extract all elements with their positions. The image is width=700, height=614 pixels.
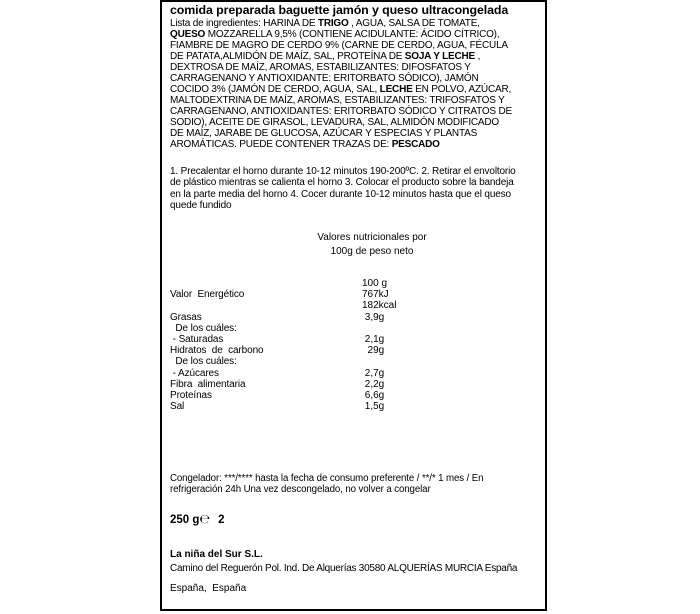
ingredient-text: CARRAGENANO, ANTIOXIDANTES: ERITORBATO SÓDICO Y CITRATOS DE	[170, 106, 512, 117]
storage-line: refrigeración 24h Una vez descongelado, no volver a congelar	[170, 484, 431, 496]
ingredients-line	[170, 84, 512, 95]
nutrition-table	[170, 278, 540, 412]
allergen-text: PESCADO	[391, 139, 440, 150]
ingredient-text: SODIO), ACEITE DE GIRASOL, LEVADURA, SAL, ALMIDÓN MODIFICADO	[170, 117, 499, 128]
ingredient-text: COCIDO 3% (JAMÓN DE CERDO, AGUA, SAL,	[170, 84, 380, 95]
nutrient-value: 767kJ	[362, 289, 389, 301]
nutrient-value: 1,5g	[362, 401, 385, 413]
storage-instructions	[170, 473, 483, 496]
ingredient-text: MALTODEXTRINA DE MAÍZ, AROMAS, ESTABILIZANTES: TRIFOSFATOS Y	[170, 95, 505, 106]
nutrient-name: Proteínas	[170, 389, 212, 401]
ingredient-text: MOZZARELLA 9,5% (CONTIENE ACIDULANTE: ÁCIDO CÍTRICO),	[205, 29, 500, 40]
nutrient-name: Hidratos de carbono	[170, 345, 264, 357]
nutrient-name: Fibra alimentaria	[170, 378, 246, 390]
nutrient-name: De los cuáles:	[170, 356, 237, 368]
ingredient-text: CARRAGENANO Y ANTIOXIDANTE: ERITORBATO SÓDICO), JAMÓN	[170, 73, 479, 84]
nutrition-header-line1: Valores nutricionales por	[317, 232, 427, 243]
ingredient-text: EN POLVO, AZÚCAR,	[412, 84, 512, 95]
allergen-text: LECHE	[379, 84, 413, 95]
instructions-line: 1. Precalentar el horno durante 10-12 minutos 190-200ºC. 2. Retirar el envoltorio	[170, 166, 516, 177]
nutrient-name: De los cuáles:	[170, 322, 237, 334]
ingredients-list	[170, 18, 512, 150]
nutrient-name: Valor Energético	[170, 289, 245, 301]
nutrition-row	[170, 334, 540, 345]
ingredient-text: FIAMBRE DE MAGRO DE CERDO 9% (CARNE DE CERDO, AGUA, FÉCULA	[170, 40, 508, 51]
ingredients-line	[170, 73, 512, 84]
instructions-line: quede fundido	[170, 199, 232, 211]
nutrient-value: 3,9g	[362, 311, 385, 323]
cooking-instructions	[170, 166, 516, 211]
ingredients-line	[170, 40, 512, 51]
instructions-line: de plástico mientras se calienta el horno 3. Colocar el producto sobre la bandeja	[170, 177, 514, 189]
allergen-text: QUESO	[170, 29, 206, 40]
nutrition-row	[170, 345, 540, 356]
manufacturer-address: Camino del Reguerón Pol. Ind. De Alquerías 30580 ALQUERÍAS MURCIA España	[170, 563, 518, 574]
nutrient-value: 2,2g	[362, 378, 385, 390]
ingredient-text: , AGUA, SALSA DE TOMATE,	[348, 18, 480, 29]
nutrition-row	[170, 368, 540, 379]
ingredient-text: Lista de ingredientes: HARINA DE	[170, 18, 318, 29]
ingredient-text: DE PATATA,ALMIDÓN DE MAÍZ, SAL, PROTEÍNA DE	[170, 51, 405, 62]
product-title: comida preparada baguette jamón y queso ultracongelada	[170, 3, 509, 17]
nutrition-row	[170, 278, 540, 289]
ingredient-text: DEXTROSA DE MAÍZ, AROMAS, ESTABILIZANTES: DIFOSFATOS Y	[170, 62, 471, 73]
nutrient-value: 29g	[362, 345, 385, 357]
nutrition-row	[170, 390, 540, 401]
ingredients-line	[170, 128, 512, 139]
ingredients-line	[170, 117, 512, 128]
ingredients-line	[170, 106, 512, 117]
allergen-text: TRIGO	[317, 18, 349, 29]
nutrient-value: 2,1g	[362, 333, 385, 345]
ingredient-text: ,	[474, 51, 481, 62]
manufacturer-name: La niña del Sur S.L.	[170, 549, 263, 560]
nutrient-name: Sal	[170, 401, 185, 413]
ingredients-line	[170, 139, 512, 150]
ingredient-text: AROMÁTICAS. PUEDE CONTENER TRAZAS DE:	[170, 139, 392, 150]
nutrient-value: 100 g	[362, 278, 388, 289]
storage-line: Congelador: ***/**** hasta la fecha de consumo preferente / **/* 1 mes / En	[170, 473, 484, 484]
ingredients-line	[170, 18, 512, 29]
nutrient-name: - Azúcares	[170, 367, 219, 379]
nutrition-row	[170, 323, 540, 334]
ingredients-line	[170, 95, 512, 106]
estimated-sign-icon: ℮	[199, 511, 211, 526]
allergen-text: SOJA Y LECHE	[404, 51, 475, 62]
nutrient-name: Grasas	[170, 311, 202, 323]
nutrition-row	[170, 379, 540, 390]
nutrient-value: 2,7g	[362, 367, 385, 379]
nutrition-row	[170, 289, 540, 300]
nutrition-row	[170, 356, 540, 367]
nutrition-header-line2: 100g de peso neto	[330, 245, 414, 257]
nutrition-row	[170, 300, 540, 311]
nutrition-row	[170, 312, 540, 323]
nutrient-value: 6,6g	[362, 389, 385, 401]
net-weight-amount: 250 g	[170, 514, 200, 526]
instructions-line: en la parte media del horno 4. Cocer durante 10-12 minutos hasta que el queso	[170, 188, 511, 200]
nutrient-value: 182kcal	[362, 300, 397, 312]
nutrition-header	[217, 231, 527, 259]
origin-country: España, España	[170, 583, 247, 594]
product-label	[160, 0, 547, 611]
ingredients-line	[170, 29, 512, 40]
ingredients-line	[170, 62, 512, 73]
portion-count: 2	[218, 514, 225, 526]
net-weight	[170, 511, 225, 526]
ingredient-text: DE MAÍZ, JARABE DE GLUCOSA, AZÚCAR Y ESPECIAS Y PLANTAS	[170, 128, 478, 139]
nutrient-name: - Saturadas	[170, 333, 224, 345]
ingredients-line	[170, 51, 512, 62]
nutrition-row	[170, 401, 540, 412]
